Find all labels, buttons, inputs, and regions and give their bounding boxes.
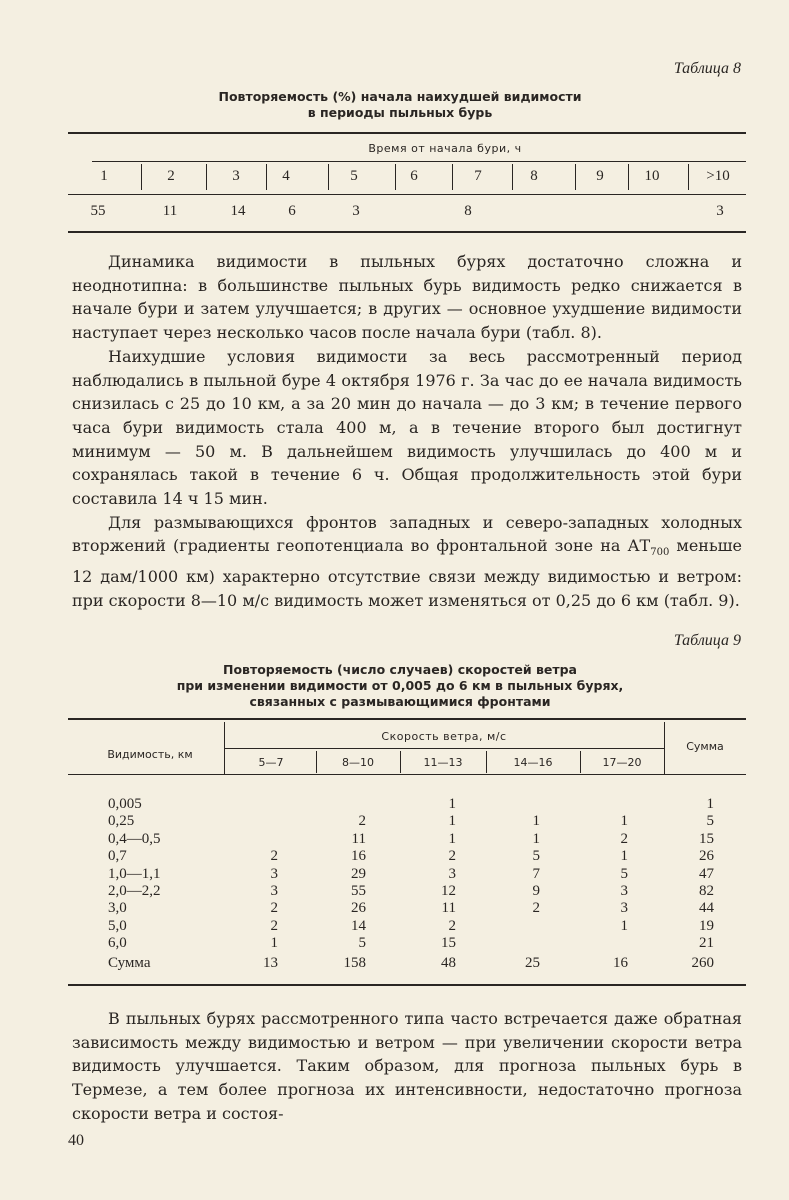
table8-mid-rule (68, 194, 746, 195)
table8-column-10: 10 (644, 168, 660, 184)
table9-cell: 2 (270, 900, 278, 917)
table9-cell: 3 (270, 865, 278, 882)
table9-title (60, 662, 740, 710)
table9-speed-col-1: 5—7 (258, 756, 284, 769)
table9-row-label: 6,0 (108, 935, 127, 952)
table9-row-label: 0,4—0,5 (108, 830, 161, 847)
table9-speed-divider (316, 751, 317, 773)
table9-title-line1: Повторяемость (число случаев) скоростей ветра (223, 662, 577, 677)
table9-row-sum: 21 (699, 935, 714, 952)
table9-cell: 14 (351, 917, 366, 934)
table8-column-1: 1 (100, 168, 108, 184)
table9-row-sum: 1 (706, 796, 714, 812)
table9-title-line3: связанных с размывающимися фронтами (249, 694, 551, 709)
table9-row-sum: 26 (699, 848, 714, 865)
table9-cell: 1 (448, 813, 456, 830)
table9-row-label: 0,25 (108, 813, 135, 830)
paragraph-3-subscript: 700 (650, 547, 670, 559)
table9-speed-col-4: 14—16 (513, 756, 553, 769)
table9-cell: 13 (263, 954, 278, 971)
table9-cell: 3 (620, 900, 628, 917)
table9-cell: 1 (448, 830, 456, 847)
table9-cell: 55 (351, 883, 366, 899)
paragraph-2: Наихудшие условия видимости за весь рассмотренный период наблюдались в пыльной буре 4 октября 1976 г. За час до ее начала видимость снизилась с 25 до 10 км, а за 20 мин до начала — до 3 км; в течение первого часа бури видимость стала 400 м, а в течение второго был достигнут минимум — 50 м. В дальнейшем видимость улучшилась до 400 м и сохранялась такой в течение 6 ч. Общая продолжительность этой бури составила 14 ч 15 мин. (72, 346, 742, 509)
table9-cell: 2 (620, 830, 628, 847)
table9-cell: 16 (613, 954, 628, 971)
table9-cell: 48 (441, 954, 456, 971)
table9-cell: 16 (351, 848, 366, 865)
paragraph-4: В пыльных бурях рассмотренного типа часто встречается даже обратная зависимость между видимостью и ветром — при увеличении скорости ветра видимость улучшается. Таким образом, для прогноза пыльных бурь в Термезе, а тем более прогноза их интенсивности, недостаточно прогноза скорости ветра и состоя- (72, 1009, 742, 1123)
table8-title (60, 89, 740, 121)
table9-cell: 3 (620, 883, 628, 899)
table9-cell: 1 (270, 935, 278, 952)
table8-column-divider (575, 164, 576, 190)
table9-row-sum: 5 (706, 813, 714, 830)
table9-cell: 7 (532, 865, 540, 882)
table9-header-bottom-rule (68, 774, 746, 775)
table9-row-sum: 19 (699, 917, 714, 934)
table8-column-11: >10 (706, 168, 730, 184)
table9-row-label: Сумма (108, 954, 151, 971)
table8-column-divider (628, 164, 629, 190)
table8-value-1: 55 (90, 203, 106, 219)
table8-value-2: 11 (162, 203, 178, 219)
table8-column-divider (512, 164, 513, 190)
table8-column-divider (266, 164, 267, 190)
table9-cell: 2 (532, 900, 540, 917)
table9-row-label: 0,7 (108, 848, 127, 865)
table9-row-sum: 260 (691, 954, 714, 971)
table8-column-divider (452, 164, 453, 190)
table9-cell: 25 (525, 954, 540, 971)
table9-cell: 11 (441, 900, 456, 917)
table8-title-line1: Повторяемость (%) начала наихудшей видимости (218, 89, 582, 104)
table8-column-8: 8 (530, 168, 538, 184)
table9-cell: 5 (620, 865, 628, 882)
table9-row-label: 1,0—1,1 (108, 865, 161, 882)
table9-cell: 2 (358, 813, 366, 830)
table9-bottom-rule (68, 984, 746, 986)
table9-cell: 158 (343, 954, 366, 971)
body-text-bottom (72, 1007, 742, 1126)
table9-row-label: 3,0 (108, 900, 127, 917)
table8-value-6-9: 8 (464, 203, 472, 219)
table9-cell: 3 (448, 865, 456, 882)
table8-column-4: 4 (282, 168, 290, 184)
table8-column-divider (328, 164, 329, 190)
table9-speed-divider (486, 751, 487, 773)
table9-cell: 12 (441, 883, 456, 899)
table8-column-divider (141, 164, 142, 190)
table8-value-3: 14 (230, 203, 246, 219)
table9-title-line2: при изменении видимости от 0,005 до 6 км в пыльных бурях, (176, 678, 624, 693)
table9-cell: 26 (351, 900, 366, 917)
table9-row-sum: 15 (699, 830, 714, 847)
table8-column-divider (395, 164, 396, 190)
table8-caption: Таблица 8 (673, 60, 741, 77)
table9-group-rule (224, 748, 664, 749)
table8-bottom-rule (68, 231, 746, 233)
table9-cell: 1 (620, 848, 628, 865)
table8-column-divider (688, 164, 689, 190)
table9-cell: 1 (448, 796, 456, 812)
table9-cell: 2 (448, 917, 456, 934)
table9-cell: 3 (270, 883, 278, 899)
table9-cell: 2 (270, 848, 278, 865)
table9-speed-divider (400, 751, 401, 773)
paragraph-1: Динамика видимости в пыльных бурях достаточно сложна и неоднотипна: в большинстве пыльных бурь видимость редко снижается в начале бури и затем улучшается; в других — основное ухудшение видимости наступает через несколько часов после начала бури (табл. 8). (72, 252, 742, 343)
table9-top-rule (68, 718, 746, 720)
table9-caption: Таблица 9 (673, 632, 741, 649)
page-number: 40 (68, 1132, 84, 1149)
table8-column-5: 5 (350, 168, 358, 184)
paragraph-3-part-a: Для размывающихся фронтов западных и северо-западных холодных вторжений (градиенты геопотенциала во фронтальной зоне на АТ (72, 512, 742, 556)
table9-cell: 2 (448, 848, 456, 865)
table9-cell: 1 (532, 813, 540, 830)
table8-header: Время от начала бури, ч (368, 142, 522, 155)
table9-cell: 5 (358, 935, 366, 952)
table9-cell: 1 (532, 830, 540, 847)
table9-speed-divider (580, 751, 581, 773)
table9-cell: 9 (532, 883, 540, 899)
table8-column-3: 3 (232, 168, 240, 184)
table9-cell: 15 (441, 935, 456, 952)
table8-column-9: 9 (596, 168, 604, 184)
table8-value-10-plus: 3 (716, 203, 724, 219)
table9-row-sum: 47 (699, 865, 714, 882)
paragraph-3 (72, 511, 742, 613)
table9-row-label: 5,0 (108, 917, 127, 934)
table9-row-label: 0,005 (108, 796, 142, 812)
body-text-top (72, 250, 742, 613)
table9-sum-header: Сумма (686, 740, 724, 753)
table9-speed-col-2: 8—10 (342, 756, 374, 769)
table9-cell: 1 (620, 917, 628, 934)
paragraph-3-part-b: меньше 12 дам/1000 км) характерно отсутствие связи между видимостью и ветром: при скорости 8—10 м/с видимость может изменяться от 0,25 до 6 км (табл. 9). (72, 536, 743, 611)
table8-title-line2: в периоды пыльных бурь (307, 105, 493, 120)
table9-row-label: 2,0—2,2 (108, 883, 161, 899)
table9-row-sum: 44 (699, 900, 714, 917)
table8-header-rule (92, 161, 746, 162)
table8-column-6: 6 (410, 168, 418, 184)
table8-value-4: 6 (288, 203, 296, 219)
table8-column-7: 7 (474, 168, 482, 184)
table9-cell: 1 (620, 813, 628, 830)
table9-group-header: Скорость ветра, м/с (381, 730, 507, 743)
table9-cell: 29 (351, 865, 366, 882)
table9-cell: 5 (532, 848, 540, 865)
table9-speed-col-3: 11—13 (423, 756, 463, 769)
table9-cell: 11 (351, 830, 366, 847)
table9-row-header: Видимость, км (107, 748, 193, 761)
table8-column-divider (206, 164, 207, 190)
table8-column-2: 2 (167, 168, 175, 184)
table8-value-5: 3 (352, 203, 360, 219)
table8-top-rule (68, 132, 746, 134)
table9-speed-col-5: 17—20 (602, 756, 642, 769)
table9-row-sum: 82 (699, 883, 714, 899)
table9-cell: 2 (270, 917, 278, 934)
